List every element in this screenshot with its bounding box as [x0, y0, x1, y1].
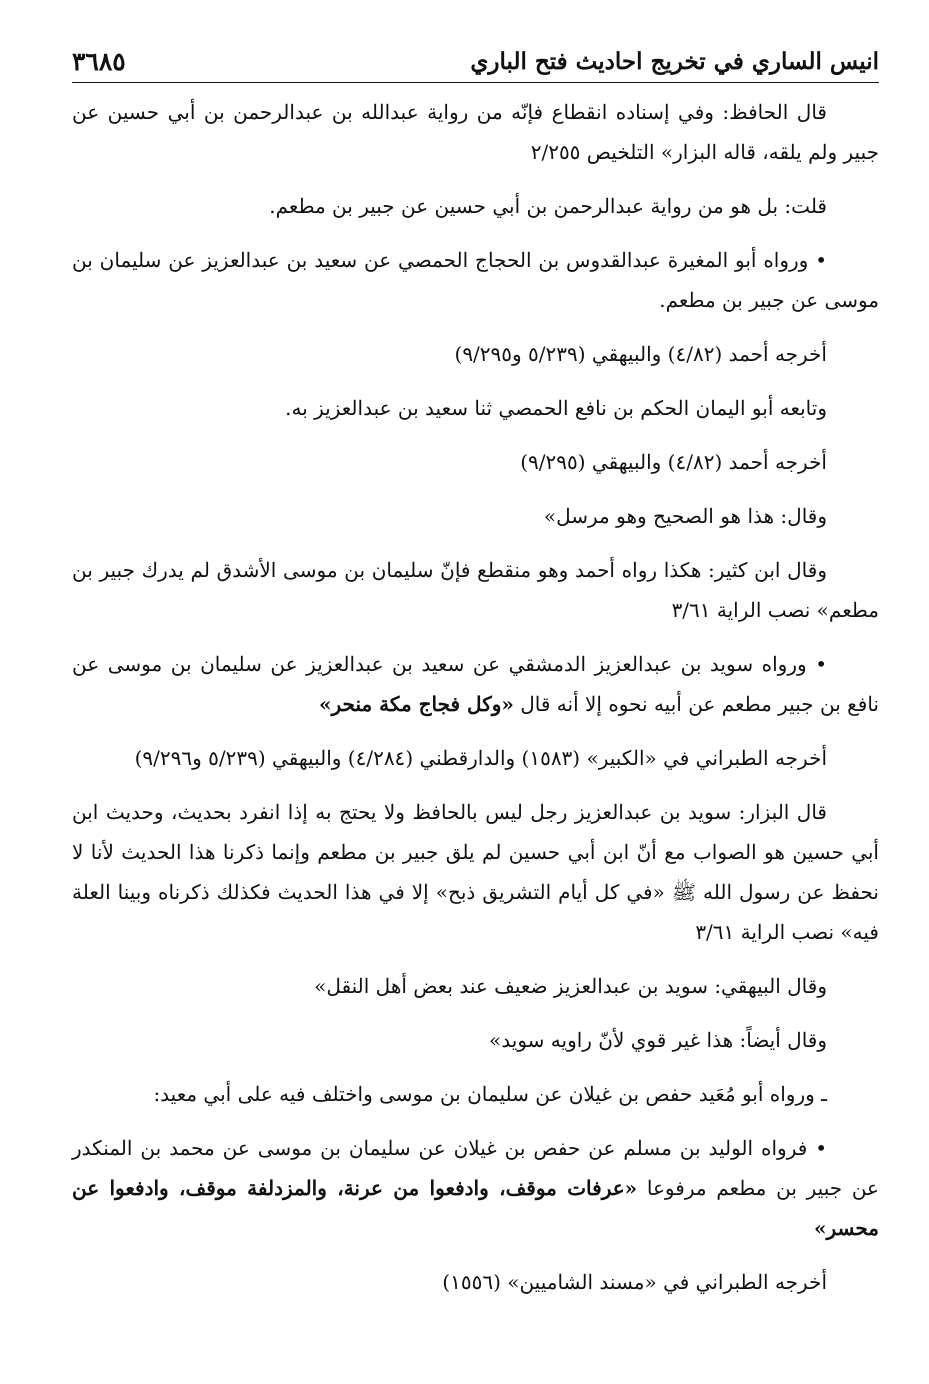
paragraph-narration-abu-muayd: ـ ورواه أبو مُعَيد حفص بن غيلان عن سليمان بن موسى واختلف فيه على أبي معيد:	[153, 1082, 827, 1106]
paragraph-narration-suwayd: • ورواه سويد بن عبدالعزيز الدمشقي عن سعيد بن عبدالعزيز عن سليمان بن موسى عن نافع بن جبير مطعم عن أبيه نحوه إلا أنه قال «وكل فجاج مكة منحر»	[72, 652, 879, 716]
paragraph-mutaba-abu-yaman: وتابعه أبو اليمان الحكم بن نافع الحمصي ثنا سعيد بن عبدالعزيز به.	[285, 396, 827, 420]
paragraph-takhrij-ahmad-bayhaqi: أخرجه أحمد (٤/٨٢) والبيهقي (٥/٢٣٩ و٩/٢٩٥)	[454, 342, 827, 366]
hadith-text: «وكل فجاج مكة منحر»	[319, 692, 514, 716]
paragraph-bayhaqi-comment: وقال: هذا هو الصحيح وهو مرسل»	[543, 504, 827, 528]
paragraph-bazzar: قال البزار: سويد بن عبدالعزيز رجل ليس بالحافظ ولا يحتج به إذا انفرد بحديث، وحديث ابن أبي حسين هو الصواب مع أنّ ابن أبي حسين لم يلق جبير بن مطعم وإنما ذكرنا هذا الحديث لأنا لا نحفظ عن رسول الله ﷺ «في كل أيام التشريق ذبح» إلا في هذا الحديث فكذلك ذكرناه وبينا العلة فيه» نصب الراية ٣/٦١	[72, 800, 879, 944]
page-number: ٣٦٨٥	[72, 46, 126, 76]
page-body	[72, 92, 879, 1316]
page-header	[72, 40, 879, 83]
paragraph-bayhaqi-also: وقال أيضاً: هذا غير قوي لأنّ راويه سويد»	[489, 1028, 827, 1052]
paragraph-takhrij-tabarani: أخرجه الطبراني في «الكبير» (١٥٨٣) والدارقطني (٤/٢٨٤) والبيهقي (٥/٢٣٩ و٩/٢٩٦)	[134, 746, 827, 770]
paragraph-hafiz-quote: قال الحافظ: وفي إسناده انقطاع فإنّه من رواية عبدالله بن عبدالرحمن بن أبي حسين عن جبير ولم يلقه، قاله البزار» التلخيص ٢/٢٥٥	[72, 100, 879, 164]
paragraph-narration-abu-mughira: • ورواه أبو المغيرة عبدالقدوس بن الحجاج الحمصي عن سعيد بن عبدالعزيز عن سليمان بن موسى عن جبير بن مطعم.	[72, 248, 879, 312]
paragraph-bayhaqi-suwayd: وقال البيهقي: سويد بن عبدالعزيز ضعيف عند بعض أهل النقل»	[314, 974, 827, 998]
hadith-text: «عرفات موقف، وادفعوا من عرنة، والمزدلفة موقف، وادفعوا عن محسر»	[72, 1176, 879, 1240]
running-title: انيس الساري في تخريج احاديث فتح الباري	[470, 47, 879, 75]
paragraph-takhrij-musnad-shamiyyin: أخرجه الطبراني في «مسند الشاميين» (١٥٥٦)	[442, 1270, 827, 1294]
paragraph-narration-walid: • فرواه الوليد بن مسلم عن حفص بن غيلان عن سليمان بن موسى عن محمد بن المنكدر عن جبير بن مطعم مرفوعا «عرفات موقف، وادفعوا من عرنة، والمزدلفة موقف، وادفعوا عن محسر»	[72, 1136, 879, 1240]
paragraph-takhrij-ahmad-bayhaqi-2: أخرجه أحمد (٤/٨٢) والبيهقي (٩/٢٩٥)	[520, 450, 827, 474]
paragraph-ibn-kathir: وقال ابن كثير: هكذا رواه أحمد وهو منقطع فإنّ سليمان بن موسى الأشدق لم يدرك جبير بن مطعم» نصب الراية ٣/٦١	[72, 558, 879, 622]
paragraph-author-note: قلت: بل هو من رواية عبدالرحمن بن أبي حسين عن جبير بن مطعم.	[269, 194, 827, 218]
